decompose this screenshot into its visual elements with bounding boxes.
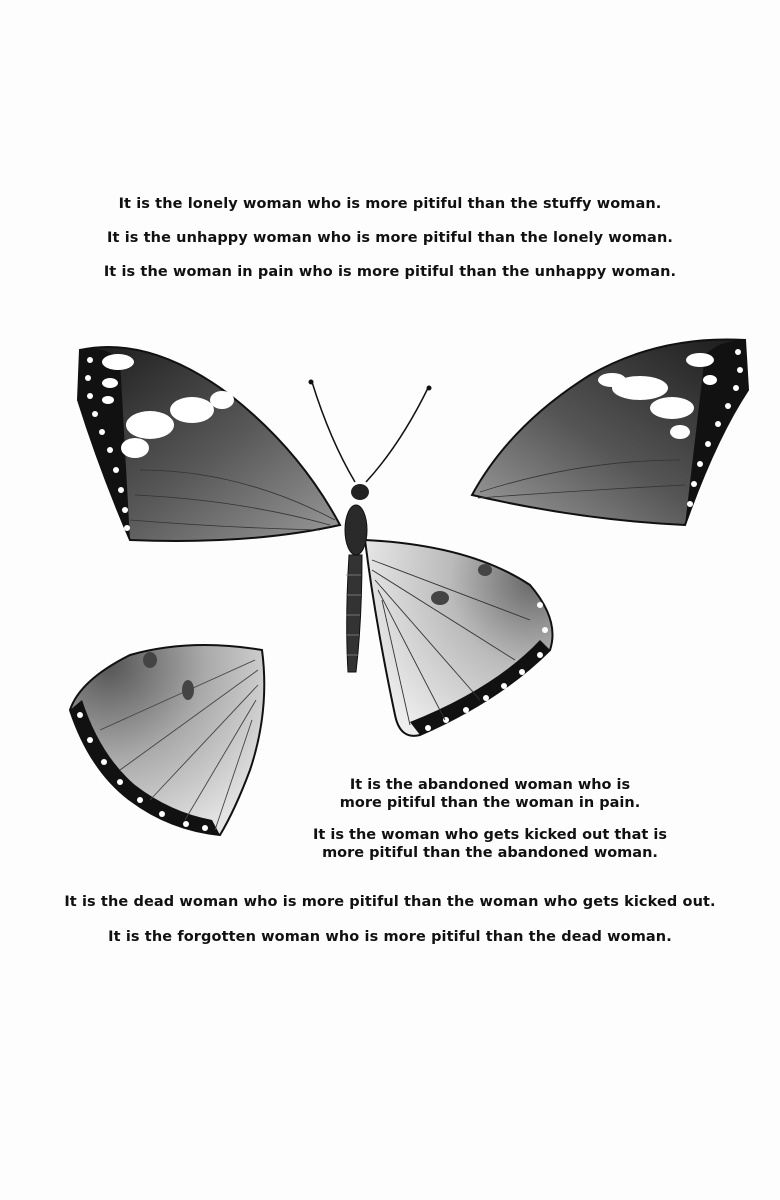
poem-middle-stanza-1: [300, 776, 680, 812]
detached-hindwing: [70, 645, 264, 835]
poem-line-1: It is the lonely woman who is more pitiful than the stuffy woman.: [118, 196, 662, 212]
poem-line-7: It is the forgotten woman who is more pitiful than the dead woman.: [108, 929, 672, 945]
right-hindwing: [365, 540, 553, 736]
poem-line-5b: more pitiful than the abandoned woman.: [322, 845, 658, 861]
poem-line-6: It is the dead woman who is more pitiful than the woman who gets kicked out.: [64, 894, 716, 910]
poem-line-5a: It is the woman who gets kicked out that is: [313, 827, 667, 843]
left-forewing: [78, 347, 340, 541]
poem-line-3: It is the woman in pain who is more pitiful than the unhappy woman.: [103, 264, 677, 280]
poem-middle-stanza-2: [300, 826, 680, 862]
right-forewing: [472, 339, 748, 525]
poem-line-2: It is the unhappy woman who is more pitiful than the lonely woman.: [107, 230, 673, 246]
poem-line-4b: more pitiful than the woman in pain.: [339, 795, 641, 811]
poem-line-4a: It is the abandoned woman who is: [349, 777, 631, 793]
